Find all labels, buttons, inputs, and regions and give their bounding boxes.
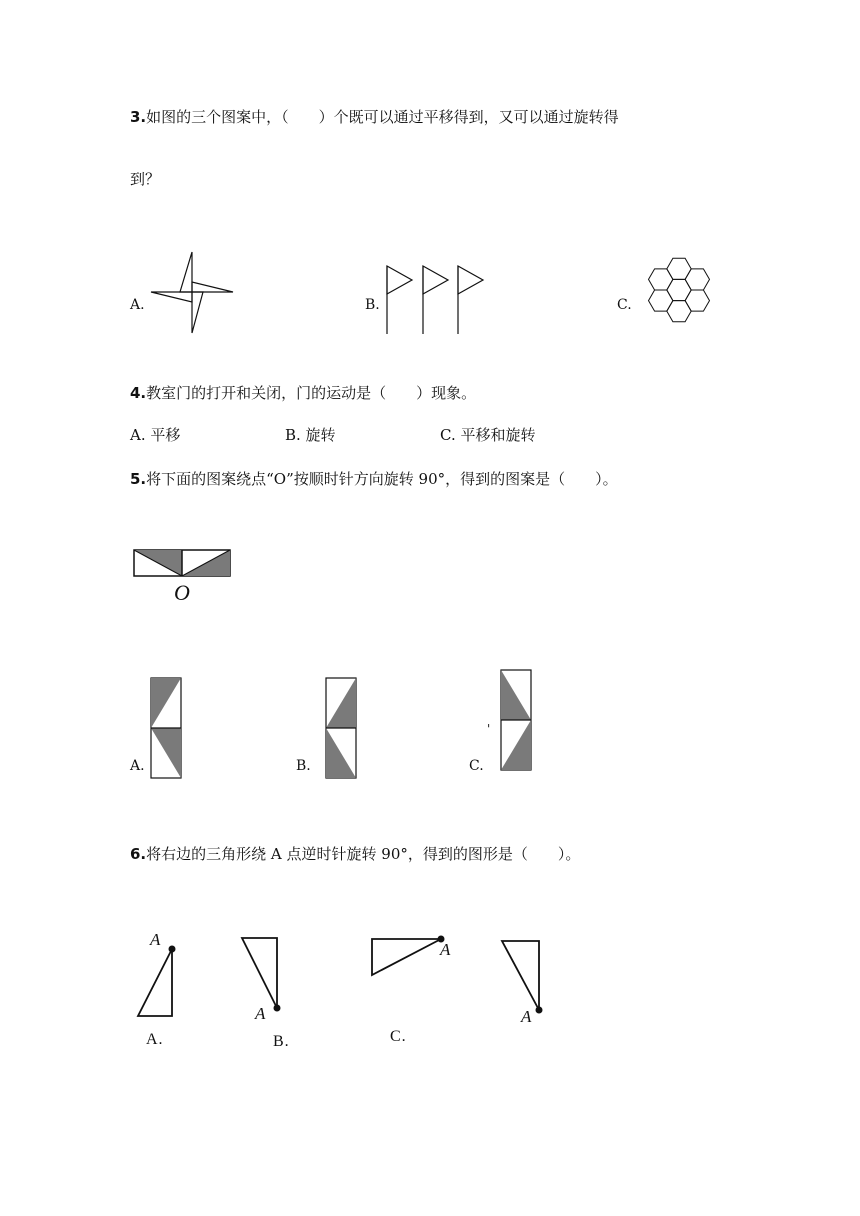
hexagon-cell (667, 279, 691, 300)
q4-option-a: A. 平移 (130, 426, 181, 444)
q5-option-a-figure (150, 677, 182, 779)
q5-original-pattern (133, 549, 231, 577)
q6-option-b-label: B. (273, 1033, 290, 1050)
q5-option-b-figure (325, 677, 357, 779)
q5-option-b-label: B. (296, 758, 311, 774)
q3-number: 3. (130, 108, 147, 126)
q5-option-c-figure (500, 669, 532, 771)
q6-d-vertex-label: A (521, 1007, 532, 1026)
q5-line (130, 468, 618, 489)
hexagon-cell (667, 301, 691, 322)
q4-number: 4. (130, 384, 147, 402)
q5-option-c-label: C. (469, 758, 484, 774)
hexagon-cell (685, 269, 709, 290)
q5-option-a-label: A. (130, 758, 145, 774)
pinwheel-figure (145, 250, 240, 335)
q6-triangle-c (369, 936, 445, 978)
q5-text: 将下面的图案绕点“O”按顺时针方向旋转 90°，得到的图案是（ ）。 (146, 470, 618, 488)
q6-a-vertex-label: A (150, 930, 161, 949)
q3-option-b-label: B. (365, 297, 380, 313)
q5-number: 5. (130, 470, 147, 488)
q6-triangle-d (500, 938, 544, 1014)
hexagon-cell (649, 269, 673, 290)
q6-b-vertex-label: A (255, 1004, 266, 1023)
q6-line (130, 843, 580, 864)
q3-line-1 (130, 106, 619, 127)
hexagon-cell (685, 290, 709, 311)
q3-option-a-label: A. (130, 297, 145, 313)
q6-triangle-b (240, 936, 282, 1012)
q3-option-c-label: C. (617, 297, 632, 313)
q4-line (130, 382, 476, 403)
q4-text: 教室门的打开和关闭，门的运动是（ ）现象。 (146, 384, 477, 402)
hexagon-cell (667, 258, 691, 279)
q5-stray-mark: ' (487, 722, 491, 736)
q3-text-1: 如图的三个图案中，（ ）个既可以通过平移得到，又可以通过旋转得 (146, 108, 619, 126)
q6-number: 6. (130, 845, 147, 863)
three-flags-figure (385, 264, 485, 334)
q5-point-o-label: O (174, 580, 190, 605)
q4-option-b: B. 旋转 (285, 426, 336, 444)
q6-c-vertex-label: A (440, 940, 451, 959)
hexagon-cluster-figure (634, 248, 724, 333)
q6-text: 将右边的三角形绕 A 点逆时针旋转 90°，得到的图形是（ ）。 (146, 845, 581, 863)
q3-text-2: 到？ (130, 170, 161, 188)
q6-triangle-a (136, 945, 178, 1019)
hexagon-cell (649, 290, 673, 311)
q6-option-a-label: A. (146, 1031, 164, 1048)
q6-option-c-label: C. (390, 1028, 407, 1045)
q4-option-c: C. 平移和旋转 (440, 426, 536, 444)
